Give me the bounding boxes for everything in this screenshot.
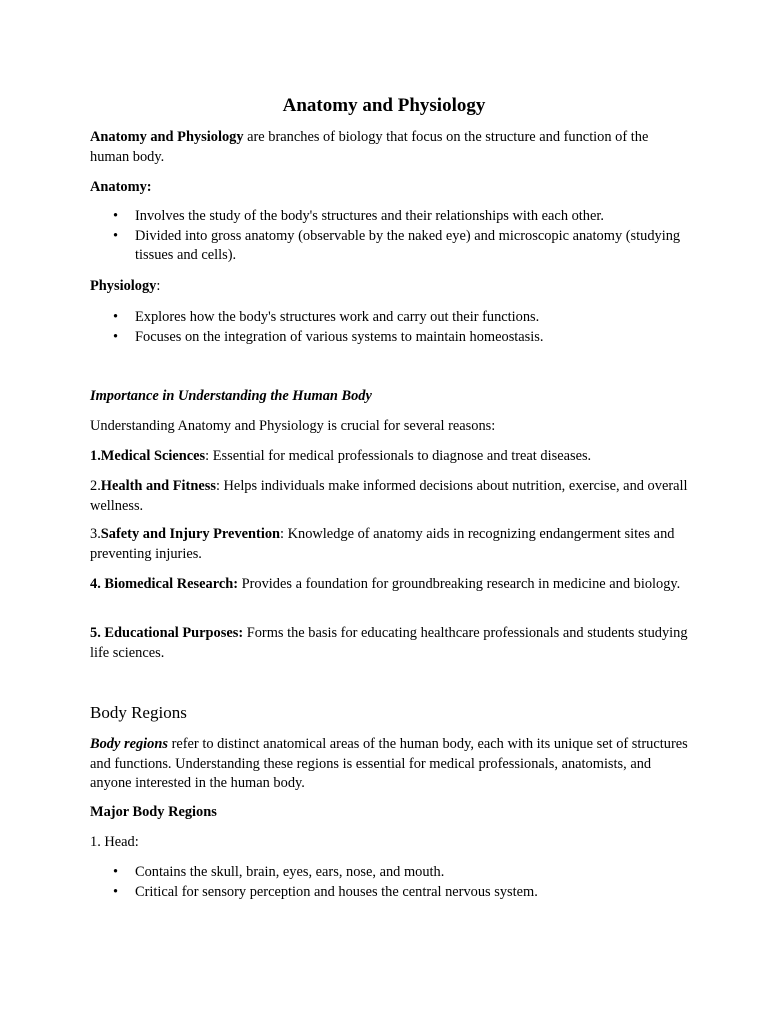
list-item: • Explores how the body's structures work and carry out their functions.: [90, 308, 690, 328]
head-list: [90, 863, 690, 902]
anatomy-heading: Anatomy:: [90, 179, 152, 195]
item-text: : Helps individuals make informed decisions about nutrition, exercise, and overall wellness.: [90, 478, 688, 514]
section-heading: Body Regions: [90, 703, 187, 722]
physiology-heading-term: Physiology: [90, 278, 157, 294]
list-item: • Involves the study of the body's structures and their relationships with each other.: [90, 207, 690, 227]
importance-item: [90, 575, 690, 595]
importance-item: [90, 624, 690, 663]
item-term: Health and Fitness: [100, 478, 216, 494]
body-regions-term: Body regions: [90, 736, 168, 752]
importance-item: [90, 525, 690, 564]
body-regions-paragraph: [90, 735, 690, 794]
item-term: Educational Purposes:: [104, 625, 244, 641]
list-item: • Critical for sensory perception and houses the central nervous system.: [90, 883, 690, 903]
intro-paragraph: [90, 128, 690, 167]
physiology-heading-colon: :: [156, 278, 161, 294]
item-number: 2.: [90, 478, 101, 494]
physiology-list: [90, 308, 690, 347]
item-text: Forms the basis for educating healthcare professionals and students studying life sciences.: [90, 625, 688, 661]
list-item: • Divided into gross anatomy (observable by the naked eye) and microscopic anatomy (studying tissues and cells).: [90, 227, 690, 266]
body-regions-text: refer to distinct anatomical areas of the human body, each with its unique set of structures and functions. Understanding these regions is essential for medical professionals, anatomists, and anyone interested in the human body.: [90, 736, 688, 792]
importance-heading: Importance in Understanding the Human Body: [90, 388, 372, 404]
importance-item: [90, 477, 690, 516]
item-number: 5.: [90, 625, 105, 641]
physiology-heading: [90, 277, 690, 297]
item-text: : Knowledge of anatomy aids in recognizing endangerment sites and preventing injuries.: [90, 526, 675, 562]
importance-lead: Understanding Anatomy and Physiology is crucial for several reasons:: [90, 418, 496, 434]
intro-text: are branches of biology that focus on the structure and function of the human body.: [90, 129, 649, 165]
item-term: Biomedical Research:: [104, 576, 239, 592]
list-item: • Contains the skull, brain, eyes, ears, nose, and mouth.: [90, 863, 690, 883]
item-text: : Essential for medical professionals to diagnose and treat diseases.: [205, 448, 592, 464]
item-text: Provides a foundation for groundbreaking research in medicine and biology.: [238, 576, 681, 592]
intro-term: Anatomy and Physiology: [90, 129, 244, 145]
item-number: 4.: [90, 576, 105, 592]
item-term: Medical Sciences: [100, 448, 206, 464]
importance-item: [90, 447, 690, 467]
head-label: 1. Head:: [90, 834, 139, 850]
item-term: Safety and Injury Prevention: [100, 526, 281, 542]
major-regions-heading: Major Body Regions: [90, 804, 217, 820]
item-number: 3.: [90, 526, 101, 542]
anatomy-list: [90, 207, 690, 266]
list-item: • Focuses on the integration of various systems to maintain homeostasis.: [90, 328, 690, 348]
document-title: Anatomy and Physiology: [282, 95, 486, 116]
item-number: 1.: [90, 448, 101, 464]
